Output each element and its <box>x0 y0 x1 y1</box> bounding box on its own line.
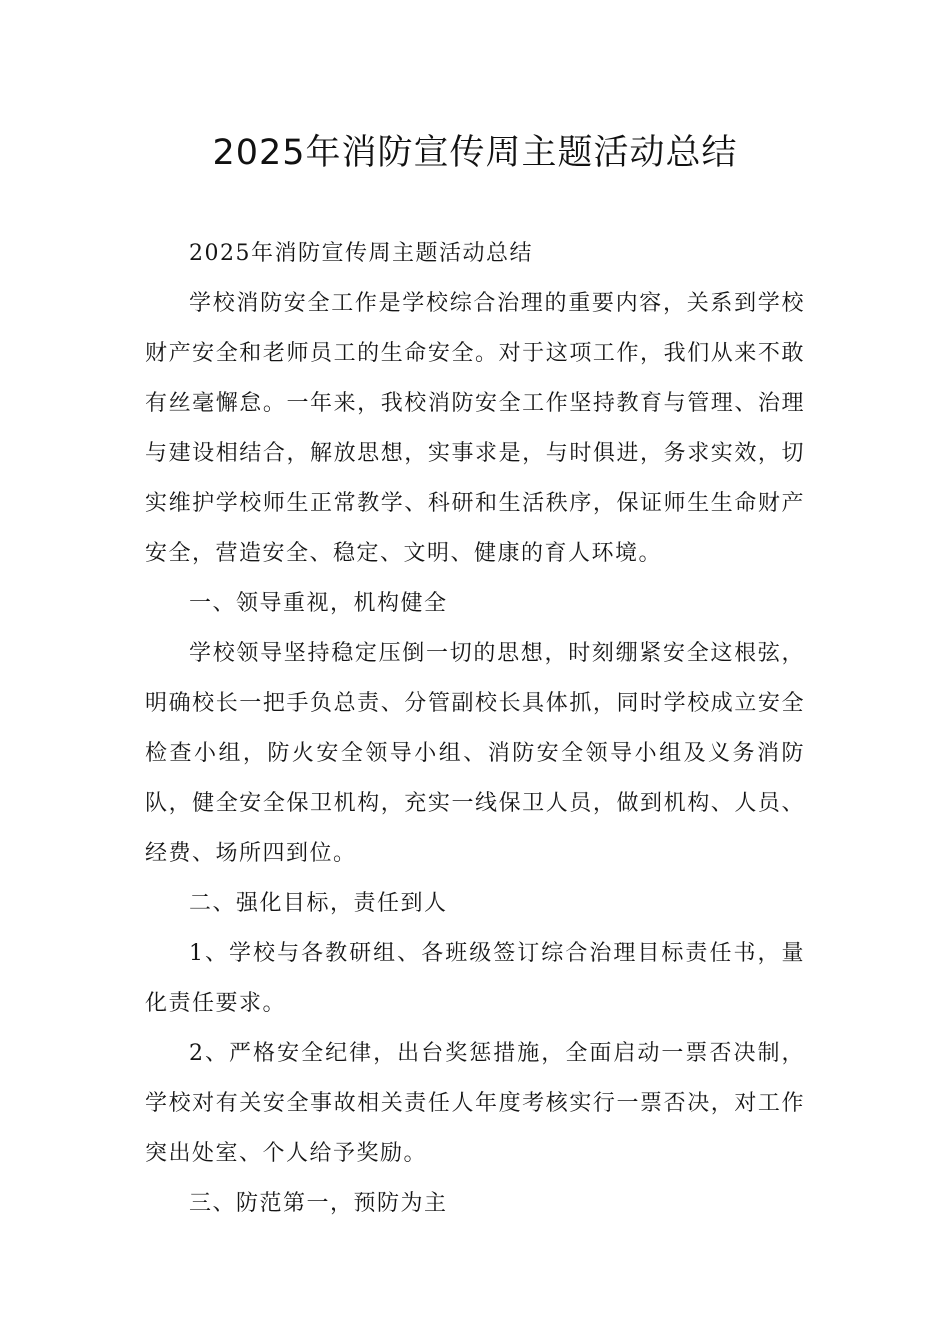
paragraph-section-1: 学校领导坚持稳定压倒一切的思想，时刻绷紧安全这根弦，明确校长一把手负总责、分管副校长具体抓，同时学校成立安全检查小组，防火安全领导小组、消防安全领导小组及义务消防队，健全安全保卫机构，充实一线保卫人员，做到机构、人员、经费、场所四到位。 <box>145 641 805 866</box>
section-heading-3: 三、防范第一，预防为主 <box>189 1191 448 1216</box>
document-body <box>145 229 805 1229</box>
section-heading-1: 一、领导重视，机构健全 <box>189 591 448 616</box>
paragraph-subtitle: 2025年消防宣传周主题活动总结 <box>189 241 533 266</box>
section-heading-2: 二、强化目标，责任到人 <box>189 891 448 916</box>
document-title: 2025年消防宣传周主题活动总结 <box>212 133 738 173</box>
paragraph-intro: 学校消防安全工作是学校综合治理的重要内容，关系到学校财产安全和老师员工的生命安全。对于这项工作，我们从来不敢有丝毫懈怠。一年来，我校消防安全工作坚持教育与管理、治理与建设相结合，解放思想，实事求是，与时俱进，务求实效，切实维护学校师生正常教学、科研和生活秩序，保证师生生命财产安全，营造安全、稳定、文明、健康的育人环境。 <box>145 291 805 566</box>
paragraph-item-1: 1、学校与各教研组、各班级签订综合治理目标责任书，量化责任要求。 <box>145 941 805 1016</box>
paragraph-item-2: 2、严格安全纪律，出台奖惩措施，全面启动一票否决制，学校对有关安全事故相关责任人年度考核实行一票否决，对工作突出处室、个人给予奖励。 <box>145 1041 805 1166</box>
